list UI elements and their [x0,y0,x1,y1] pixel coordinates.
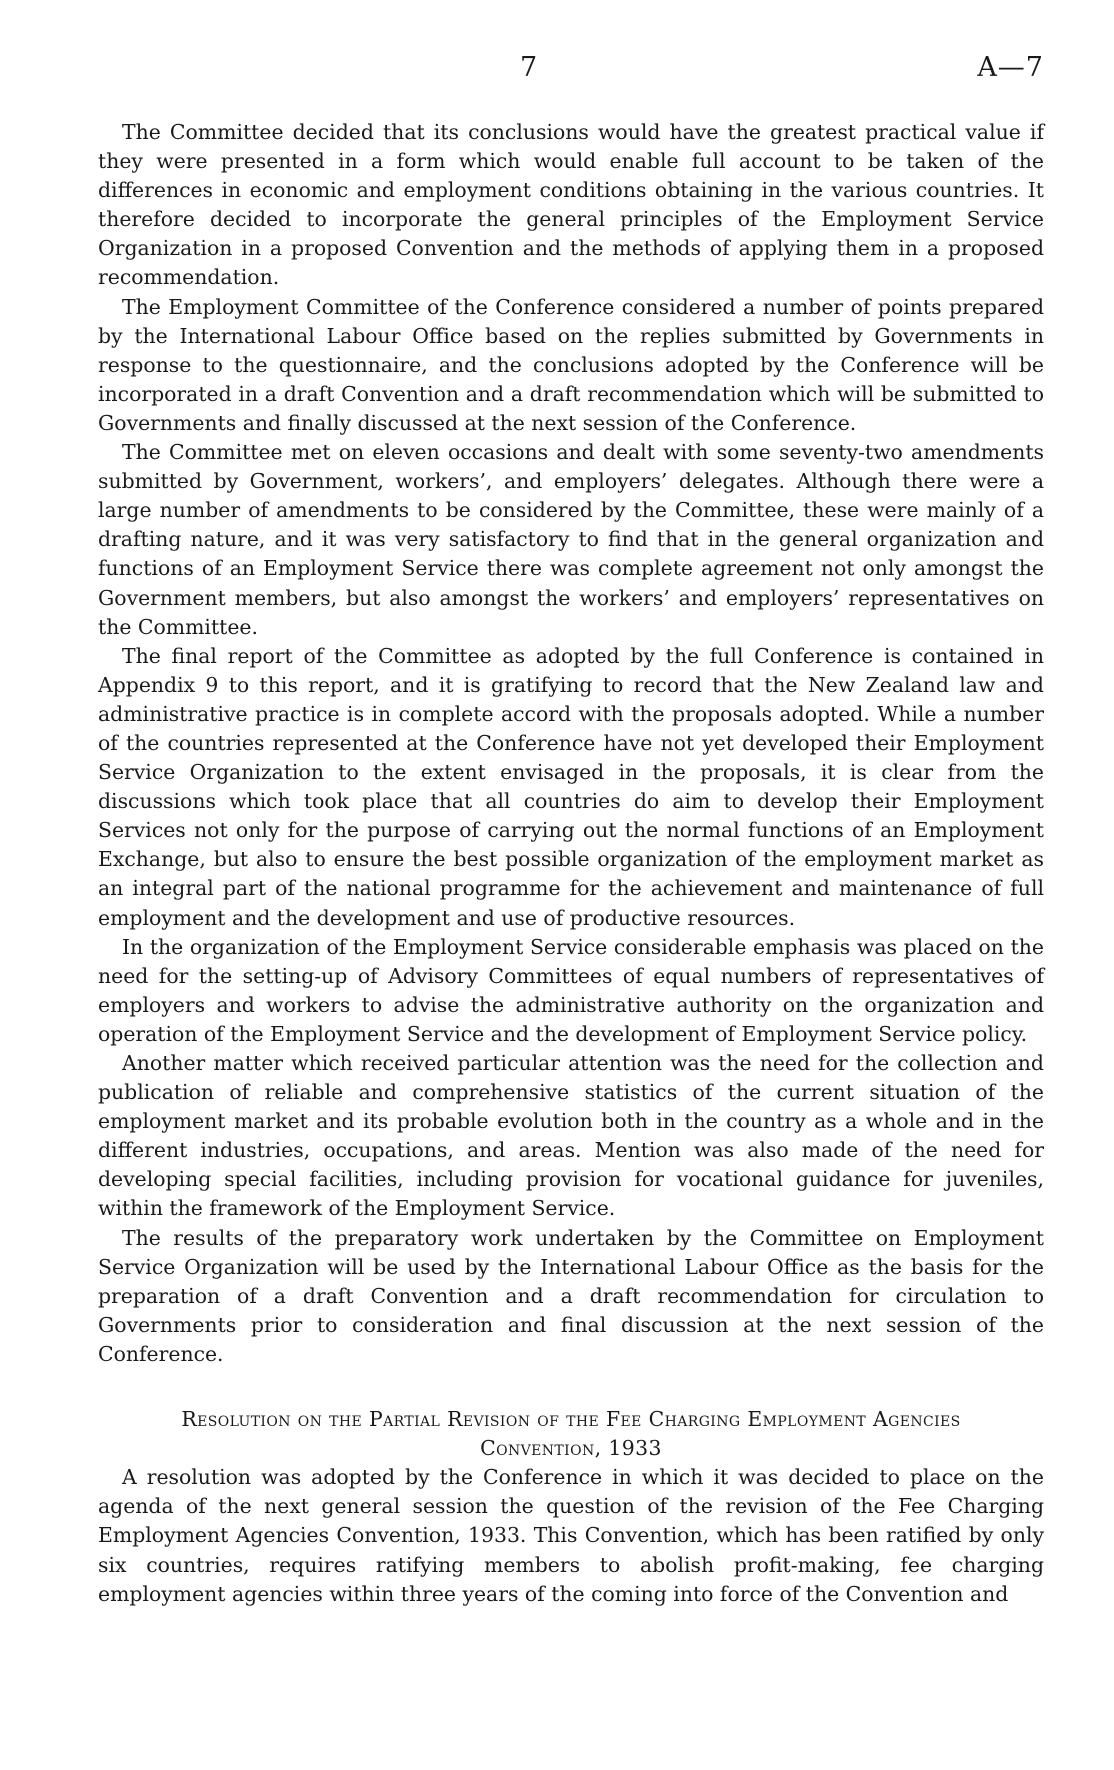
paragraph: The Committee decided that its conclusions would have the greatest practical value if they were presented in a form which would enable full account to be taken of the differences in economic and employment conditions obtaining in the various countries. It therefore decided to incorporate the general principles of the Employment Service Organization in a proposed Convention and the methods of applying them in a proposed recommendation. [98,120,1044,290]
paragraph: In the organization of the Employment Service considerable emphasis was placed on the need for the setting-up of Advisory Committees of equal numbers of representatives of employers and workers to advise the administrative authority on the organization and operation of the Employment Service and the development of Employment Service policy. [98,934,1044,1046]
paragraph: The results of the preparatory work undertaken by the Committee on Employment Service Organization will be used by the International Labour Office as the basis for the preparation of a draft Convention and a draft recommendation for circulation to Governments prior to consideration and final discussion at the next session of the Conference. [98,1225,1044,1366]
section-heading [98,1405,1044,1463]
paragraph: The Employment Committee of the Conference considered a number of points prepared by the International Labour Office based on the replies submitted by Governments in response to the questionnaire, and the conclusions adopted by the Conference will be incorporated in a draft Convention and a draft recommendation which will be submitted to Governments and finally discussed at the next session of the Conference. [98,294,1044,435]
section-paragraph: A resolution was adopted by the Conference in which it was decided to place on the agenda of the next general session the question of the revision of the Fee Charging Employment Agencies Convention, 1933. This Convention, which has been ratified by only six countries, requires ratifying members to abolish profit-making, fee charging employment agencies within three years of the coming into force of the Convention and [98,1465,1044,1606]
page-reference: A—7 [977,52,1044,83]
paragraph: The final report of the Committee as adopted by the full Conference is contained in Appendix 9 to this report, and it is gratifying to record that the New Zealand law and administrative practice is in complete accord with the proposals adopted. While a number of the countries represented at the Conference have not yet developed their Employment Service Organization to the extent envisaged in the proposals, it is clear from the discussions which took place that all countries do aim to develop their Employment Services not only for the purpose of carrying out the normal functions of an Employment Exchange, but also to ensure the best possible organization of the employment market as an integral part of the national programme for the achievement and maintenance of full employment and the development and use of productive resources. [98,643,1044,930]
section-heading-line: Resolution on the Partial Revision of the Fee Charging Employment Agencies [181,1407,961,1432]
paragraph: Another matter which received particular attention was the need for the collection and publication of reliable and comprehensive statistics of the current situation of the employment market and its probable evolution both in the country as a whole and in the different industries, occupations, and areas. Mention was also made of the need for developing special facilities, including provision for vocational guidance for juveniles, within the framework of the Employment Service. [98,1051,1044,1221]
document-body [98,118,1044,1609]
page-number: 7 [520,52,539,83]
paragraph: The Committee met on eleven occasions and dealt with some seventy-two amendments submitted by Government, workers’, and employers’ delegates. Although there were a large number of amendments to be considered by the Committee, these were mainly of a drafting nature, and it was very satisfactory to find that in the general organization and functions of an Employment Service there was complete agreement not only amongst the Government members, but also amongst the workers’ and employers’ representatives on the Committee. [98,440,1044,639]
section-heading-line: Convention, 1933 [480,1436,662,1461]
